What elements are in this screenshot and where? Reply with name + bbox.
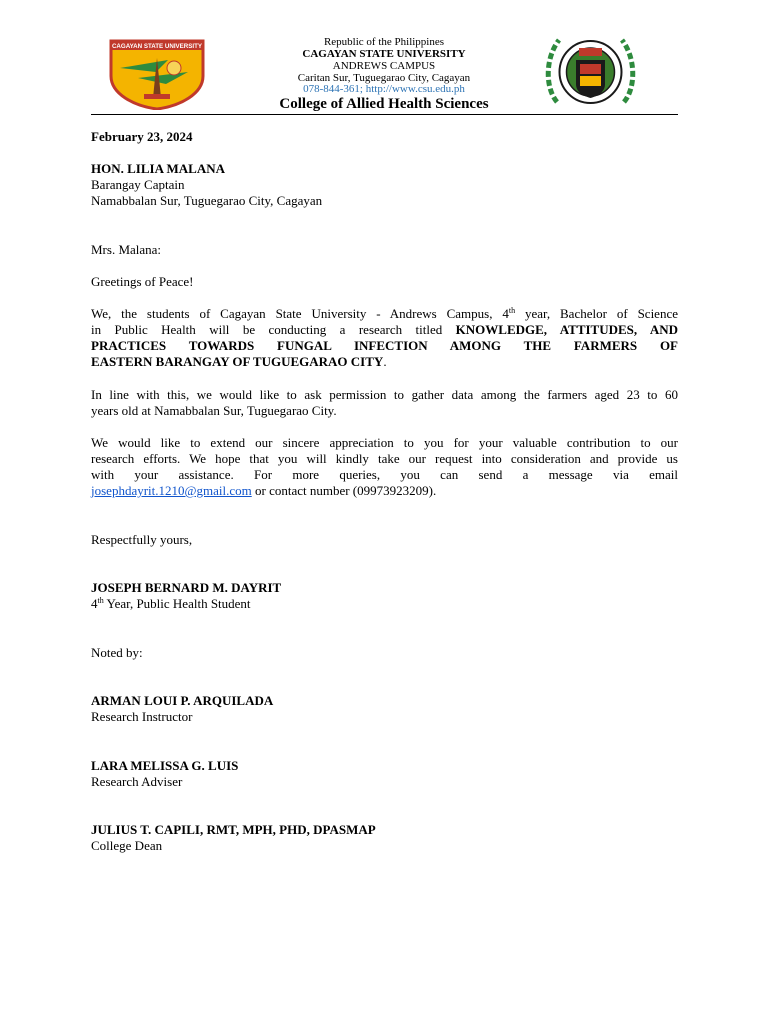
noted-by: Noted by: (91, 645, 143, 660)
signatory-title: Research Adviser (91, 774, 183, 789)
para2-line1: In line with this, we would like to ask permission to gather data among the farmers aged 23 to 60 (91, 387, 678, 402)
signatory-title: Research Instructor (91, 709, 193, 724)
signatory-title: College Dean (91, 838, 163, 853)
header-university: CAGAYAN STATE UNIVERSITY (302, 48, 466, 60)
greeting: Greetings of Peace! (91, 274, 194, 289)
para1-line3: PRACTICES TOWARDS FUNGAL INFECTION AMONG THE FARMERS OF (91, 338, 678, 353)
email-link[interactable]: josephdayrit.1210@gmail.com (91, 483, 252, 498)
para3-line2: research efforts. We hope that you will kindly take our request into consideration and provide us (91, 451, 678, 466)
csu-logo-icon (108, 38, 206, 110)
sender-name: JOSEPH BERNARD M. DAYRIT (91, 580, 282, 595)
header-college: College of Allied Health Sciences (279, 96, 489, 112)
para2-line2: years old at Namabbalan Sur, Tuguegarao City. (91, 403, 337, 418)
recipient-name: HON. LILIA MALANA (91, 161, 225, 176)
letter-date: February 23, 2024 (91, 129, 193, 144)
signatory-name: ARMAN LOUI P. ARQUILADA (91, 693, 274, 708)
header-address: Caritan Sur, Tuguegarao City, Cagayan (297, 72, 471, 84)
signatory-name: LARA MELISSA G. LUIS (91, 758, 239, 773)
paragraph-permission (91, 387, 678, 419)
recipient-address: Namabbalan Sur, Tuguegarao City, Cagayan (91, 193, 323, 208)
paragraph-research (91, 306, 678, 370)
closing: Respectfully yours, (91, 532, 193, 547)
csu-logo-text: CAGAYAN STATE UNIVERSITY (111, 43, 203, 50)
para3-line1: We would like to extend our sincere appreciation to you for your valuable contribution to our (91, 435, 678, 450)
para1-line4: EASTERN BARANGAY OF TUGUEGARAO CITY. (91, 354, 387, 369)
header-campus: ANDREWS CAMPUS (332, 60, 436, 72)
header-contact: 078-844-361; http://www.csu.edu.ph (303, 83, 465, 95)
paragraph-appreciation (91, 435, 678, 499)
para1-line2: in Public Health will be conducting a research titled KNOWLEDGE, ATTITUDES, AND (91, 322, 679, 337)
para1-line1: We, the students of Cagayan State University - Andrews Campus, 4th year, Bachelor of Science (91, 306, 678, 321)
sender-title: 4th Year, Public Health Student (91, 596, 251, 611)
signatory-name: JULIUS T. CAPILI, RMT, MPH, PHD, DPASMAP (91, 822, 376, 837)
para3-line3: with your assistance. For more queries, you can send a message via email (91, 467, 678, 482)
recipient-title: Barangay Captain (91, 177, 185, 192)
para3-line4: josephdayrit.1210@gmail.com or contact number (09973923209). (91, 483, 437, 498)
header-divider (91, 114, 678, 115)
salutation: Mrs. Malana: (91, 242, 162, 257)
header-republic: Republic of the Philippines (323, 36, 445, 48)
